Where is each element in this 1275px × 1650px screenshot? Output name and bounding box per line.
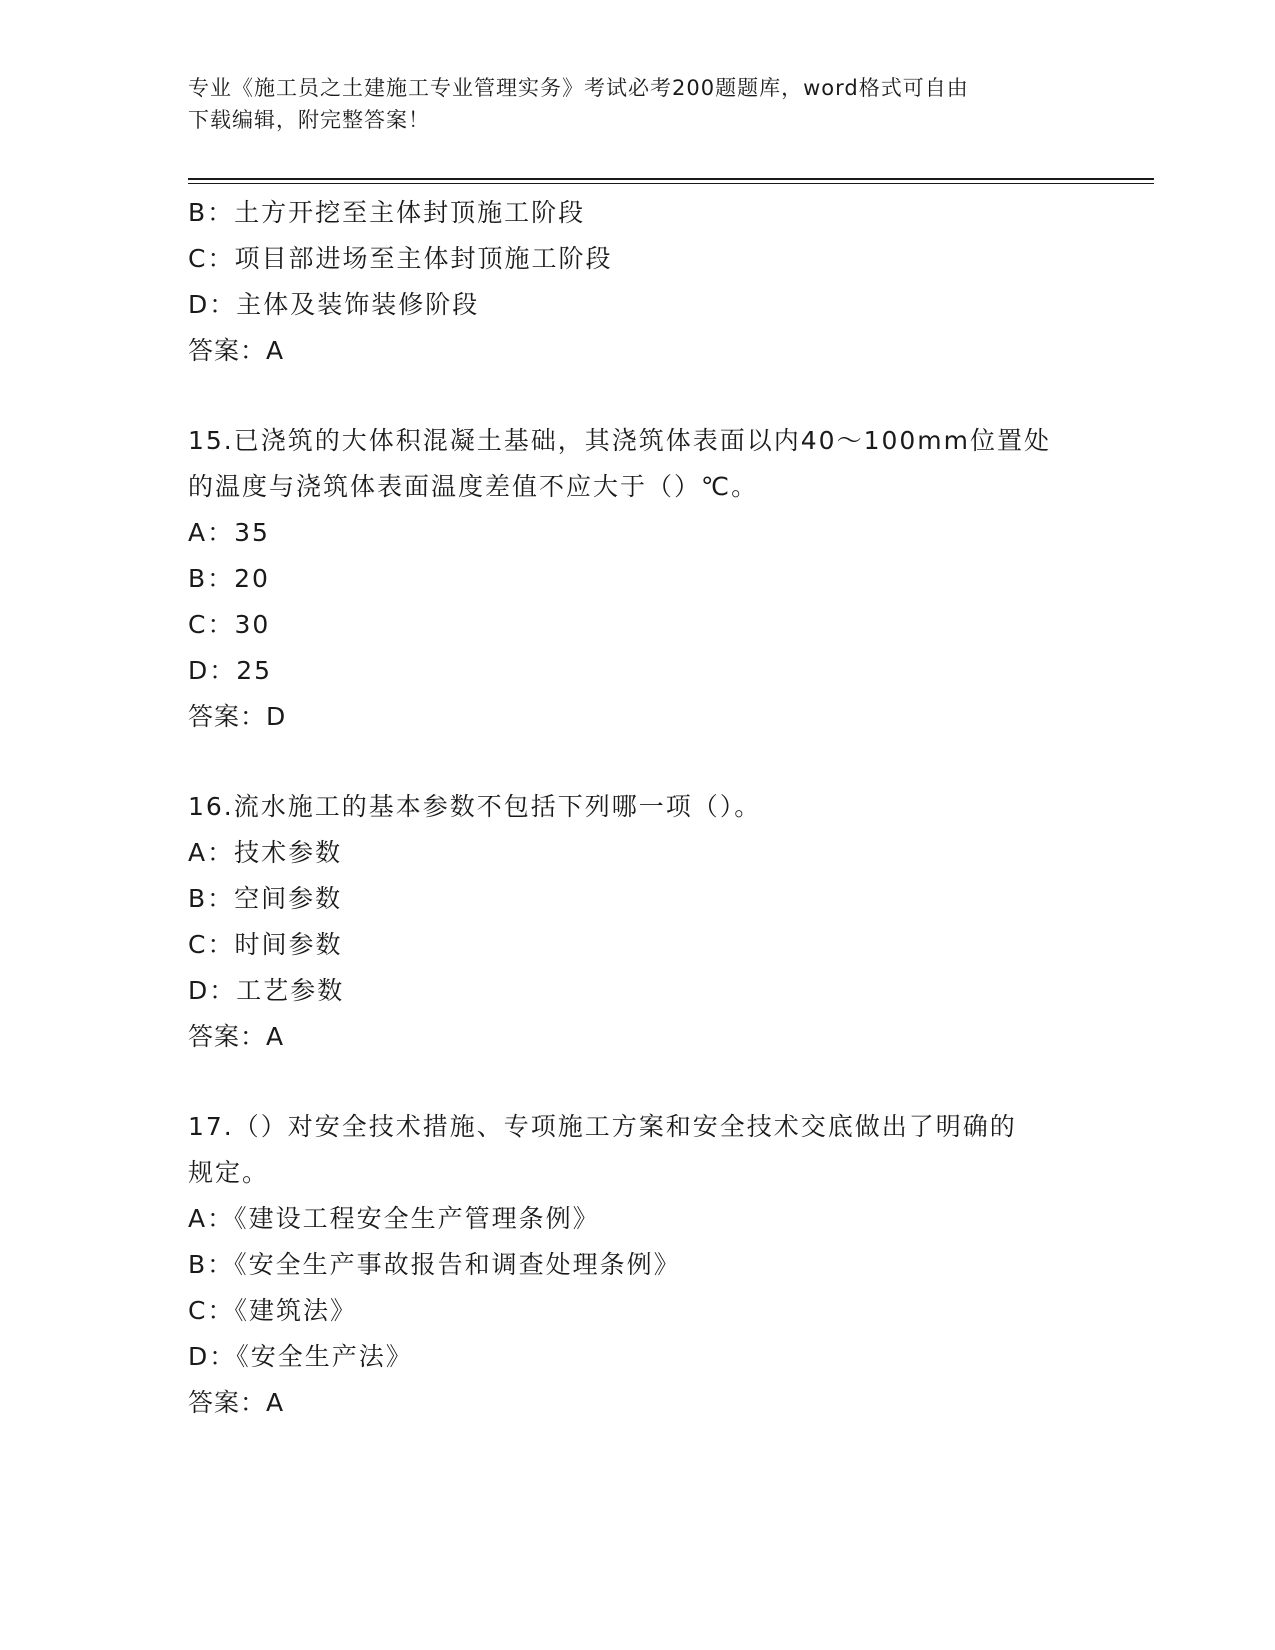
option-c: C：《建筑法》 [188, 1296, 357, 1325]
option-b: B：20 [188, 564, 270, 593]
stem-line: 15.已浇筑的大体积混凝土基础，其浇筑体表面以内40～100mm位置处 [188, 426, 1051, 455]
answer-line: 答案：D [188, 702, 287, 731]
option-a: A：《建设工程安全生产管理条例》 [188, 1204, 600, 1233]
option-d: D：主体及装饰装修阶段 [188, 290, 480, 319]
option-c: C：时间参数 [188, 930, 343, 959]
option-a: A：技术参数 [188, 838, 343, 867]
option-d: D：《安全生产法》 [188, 1342, 413, 1371]
option-b: B：土方开挖至主体封顶施工阶段 [188, 198, 586, 227]
question-stem [188, 1104, 1088, 1196]
answer-line: 答案：A [188, 1388, 285, 1417]
option-c: C：项目部进场至主体封顶施工阶段 [188, 244, 613, 273]
answer-line: 答案：A [188, 336, 285, 365]
question-list [188, 190, 1088, 1426]
question-block-17 [188, 1104, 1088, 1426]
option-d: D：25 [188, 656, 273, 685]
header-divider-thin [188, 183, 1154, 184]
header-divider [188, 178, 1154, 180]
question-block-15 [188, 418, 1088, 740]
page-header [188, 72, 1088, 136]
option-d: D：工艺参数 [188, 976, 345, 1005]
stem-line: 的温度与浇筑体表面温度差值不应大于（）℃。 [188, 472, 759, 501]
stem-line: 17.（）对安全技术措施、专项施工方案和安全技术交底做出了明确的 [188, 1112, 1017, 1141]
question-stem [188, 784, 1088, 830]
option-c: C：30 [188, 610, 271, 639]
header-line-2: 下载编辑，附完整答案！ [188, 108, 430, 132]
option-b: B：空间参数 [188, 884, 343, 913]
question-stem [188, 418, 1088, 510]
stem-line: 16.流水施工的基本参数不包括下列哪一项（）。 [188, 792, 762, 821]
header-line-1: 专业《施工员之土建施工专业管理实务》考试必考200题题库，word格式可自由 [188, 76, 969, 100]
option-b: B：《安全生产事故报告和调查处理条例》 [188, 1250, 681, 1279]
answer-line: 答案：A [188, 1022, 285, 1051]
option-a: A：35 [188, 518, 270, 547]
question-block-16 [188, 784, 1088, 1060]
stem-line: 规定。 [188, 1158, 270, 1187]
question-block-partial [188, 190, 1088, 374]
